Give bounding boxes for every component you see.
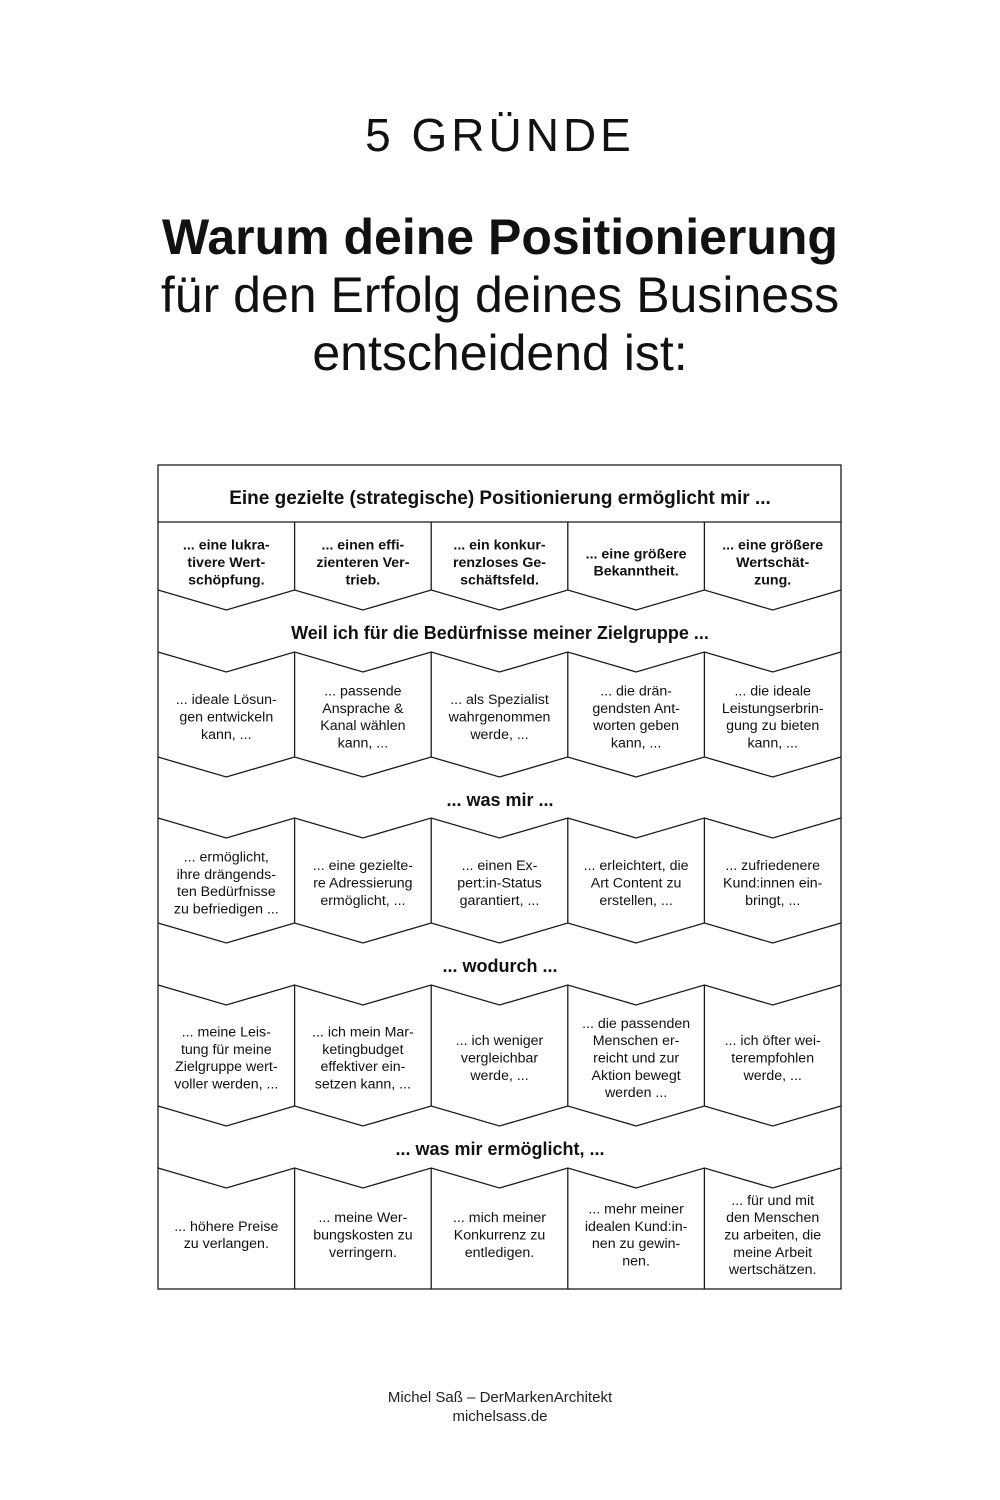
reason-cell-line: renzloses Ge- [452,555,547,571]
reason-cell-line: schöpfung. [188,572,265,589]
reason-cell-r1-c5 [722,538,823,589]
reason-cell-line: kann, ... [337,735,389,752]
reason-cell-line: ihre drängends- [176,866,276,883]
reason-cell-line: zu arbeiten, die [724,1227,822,1244]
reason-cell-line: ... höhere Preise [174,1218,279,1235]
reason-cell-line: ... ich weniger [455,1033,544,1050]
reason-cell-line: werde, ... [470,1067,529,1084]
reason-cell-line: gendsten Ant- [592,700,680,717]
cell-band-top-edge [158,1168,841,1188]
reason-cell-line: ermöglicht, ... [320,892,406,909]
reason-cell-line: gung zu bieten [726,718,820,735]
reason-cell-line: zienteren Ver- [316,555,410,571]
reason-cell-line: erstellen, ... [599,892,673,909]
reason-cell-line: Kund:innen ein- [723,875,823,892]
kicker-title: 5 GRÜNDE [365,109,635,161]
reason-cell-line: ... eine gezielte- [312,858,413,875]
reason-cell-line: ... die passenden [582,1015,691,1032]
reason-cell-line: terempfohlen [731,1050,815,1067]
reason-cell-line: bungskosten zu [313,1227,413,1244]
reason-cell-line: trieb. [345,572,381,589]
reason-cell-r1-c3 [453,538,546,589]
reason-cell-r4-c3 [456,1033,544,1084]
reason-cell-line: Aktion bewegt [591,1067,681,1084]
reason-cell-line: gen entwickeln [179,709,274,726]
reason-cell-line: effektiver ein- [320,1059,406,1076]
reason-cell-r4-c4 [582,1016,690,1101]
reason-cell-line: Kanal wählen [320,718,406,735]
reason-cell-line: Konkurrenz zu [453,1227,546,1244]
reason-cell-r2-c5 [722,684,824,752]
reason-cell-line: kann, ... [201,726,252,743]
reason-cell-line: werde, ... [743,1067,802,1084]
reason-cell-line: ... ermöglicht, [183,849,269,866]
headline-line-3: entscheidend ist: [312,325,688,381]
reason-cell-line: ... eine lukra- [182,537,270,554]
footer [0,1388,1000,1426]
row-header-2: Weil ich für die Bedürfnisse meiner Zielgruppe ... [291,623,709,643]
reason-cell-line: ... die drän- [600,683,672,700]
reason-cell-line: Leistungserbrin- [721,700,824,717]
cell-band-bottom-edge [158,1106,841,1126]
cell-band-bottom-edge [158,590,841,610]
footer-author: Michel Saß – DerMarkenArchitekt [387,1389,613,1406]
reason-cell-line: re Adressierung [313,875,413,892]
cell-band-top-edge [158,818,841,838]
reason-cell-line: Wertschät- [736,555,810,571]
reason-cell-r3-c3 [457,858,541,909]
reason-cell-line: garantiert, ... [459,892,540,909]
cell-band-bottom-edge [158,923,841,943]
reason-cell-line: ... ich mein Mar- [312,1024,414,1041]
reason-cell-line: worten geben [593,718,680,735]
reason-cell-line: den Menschen [726,1210,820,1227]
reason-cell-line: ... zufriedenere [725,858,821,875]
reason-cell-r3-c2 [313,858,413,909]
reason-cell-line: ... eine größere [722,537,824,554]
reason-cell-r2-c4 [592,684,680,752]
reason-cell-line: voller werden, ... [174,1076,279,1093]
reason-cell-r2-c2 [320,684,405,752]
reason-cell-r1-c2 [316,538,409,589]
reason-cell-line: ... ein konkur- [453,537,546,554]
reason-cell-line: zu verlangen. [183,1236,269,1253]
reason-cell-r1-c1 [183,538,270,589]
cell-band-top-edge [158,985,841,1005]
reason-cell-r5-c4 [585,1202,688,1270]
headline-bold: Warum deine Positionierung [162,209,838,265]
reason-cell-r5-c1 [174,1219,278,1252]
reason-cell-line: ... für und mit [731,1192,815,1209]
cell-band-top-edge [158,652,841,672]
reason-cell-line: Zielgruppe wert- [175,1059,278,1076]
reason-cell-line: Ansprache & [322,700,404,717]
reason-cell-line: werde, ... [470,726,529,743]
reason-cell-line: nen zu gewin- [591,1236,681,1253]
reason-cell-r3-c1 [174,850,279,918]
reason-cell-line: wahrgenommen [448,709,551,726]
headline-line-2: für den Erfolg deines Business [160,267,840,323]
row-header-3: ... was mir ... [446,790,554,810]
reason-cell-r3-c4 [584,858,689,909]
reason-cell-line: ... die ideale [734,683,811,700]
reason-cell-line: meine Arbeit [733,1244,813,1261]
reason-cell-line: ten Bedürfnisse [177,884,276,901]
reason-cell-line: kann, ... [747,735,798,752]
reason-cell-line: ketingbudget [322,1041,404,1058]
reason-cell-line: zu befriedigen ... [173,901,279,918]
reason-cell-line: schäftsfeld. [460,572,539,589]
reason-cell-line: Menschen er- [592,1033,680,1050]
reason-cell-line: ... passende [324,683,402,700]
reason-cell-line: nen. [622,1253,650,1270]
reason-cell-line: pert:in-Status [457,875,542,892]
reason-cell-line: ... meine Leis- [181,1024,271,1041]
reason-cell-r1-c4 [586,546,687,579]
reason-cell-line: wertschätzen. [728,1262,817,1279]
row-header-5: ... was mir ermöglicht, ... [395,1139,605,1159]
reason-cell-r4-c5 [725,1033,821,1084]
reason-cell-line: vergleichbar [460,1050,539,1067]
diagram-text [174,488,824,1278]
reason-cell-line: reicht und zur [593,1050,680,1067]
reason-cell-r5-c5 [724,1193,821,1278]
reason-cell-r2-c1 [176,692,277,743]
footer-website: michelsass.de [452,1408,548,1425]
reason-cell-line: ... einen Ex- [461,858,538,875]
reason-cell-line: entledigen. [464,1244,535,1261]
reason-cell-line: tung für meine [180,1041,272,1058]
reason-cell-line: ... eine größere [585,546,687,563]
reason-cell-r5-c3 [453,1210,546,1261]
reason-cell-line: ... ideale Lösun- [175,692,277,709]
reason-cell-r2-c3 [448,692,551,743]
reason-cell-line: idealen Kund:in- [584,1218,688,1235]
reason-cell-line: ... mich meiner [452,1210,547,1227]
reason-cell-line: kann, ... [610,735,662,752]
reason-cell-r4-c2 [312,1025,414,1093]
reason-cell-line: zung. [754,572,792,589]
reason-cell-line: ... als Spezialist [450,692,549,709]
reason-cell-line: Art Content zu [590,875,682,892]
row-header-4: ... wodurch ... [442,956,558,976]
reason-cell-line: ... ich öfter wei- [724,1033,821,1050]
reason-cell-line: ... erleichtert, die [583,858,689,875]
reason-cell-line: verringern. [328,1244,397,1261]
reason-cell-line: Bekanntheit. [593,563,679,580]
reason-cell-line: tivere Wert- [187,555,266,571]
reason-cell-line: setzen kann, ... [314,1076,412,1093]
reason-cell-r3-c5 [723,858,823,909]
reason-cell-line: ... einen effi- [321,537,405,554]
reason-cell-line: werden ... [604,1085,668,1102]
reason-cell-line: ... meine Wer- [318,1210,408,1227]
reason-cell-line: bringt, ... [745,892,801,909]
reason-cell-r5-c2 [313,1210,412,1261]
reason-cell-r4-c1 [174,1025,278,1093]
cell-band-bottom-edge [158,757,841,777]
reason-cell-line: ... mehr meiner [588,1201,684,1218]
row-header-1: Eine gezielte (strategische) Positionierung ermöglicht mir ... [229,488,771,509]
